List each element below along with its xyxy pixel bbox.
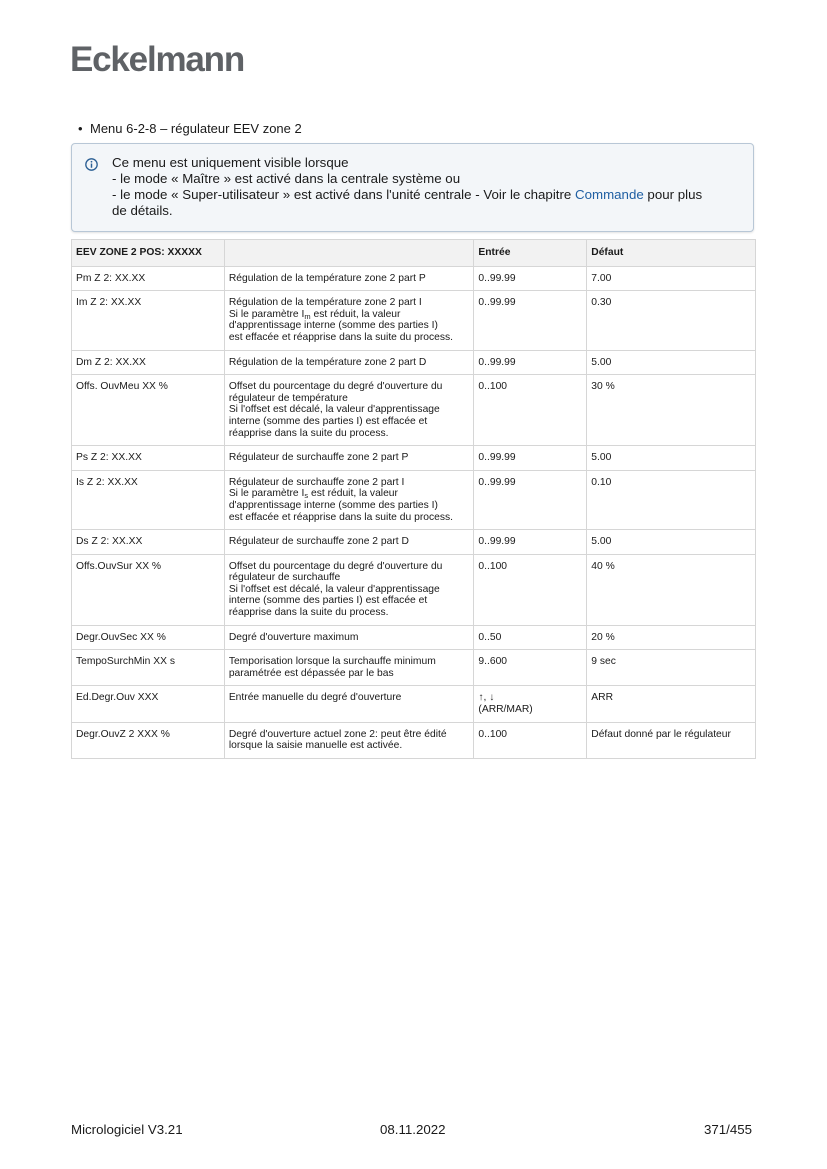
description-line: est effacée et réapprise dans la suite du process. (228, 511, 454, 523)
commande-link[interactable]: Commande (575, 187, 644, 202)
description-line: paramétrée est dépassée par le bas (228, 667, 394, 679)
entry-cell (474, 375, 587, 446)
param-cell: Pm Z 2: XX.XX (72, 266, 225, 291)
entry-line: 0..99.99 (478, 356, 516, 368)
entry-line: 0..99.99 (478, 476, 516, 488)
entry-cell (474, 650, 587, 686)
description-cell (224, 446, 474, 471)
default-cell: 9 sec (587, 650, 756, 686)
table-row (72, 530, 756, 555)
table-row (72, 446, 756, 471)
description-line: interne (somme des parties I) est effacée et (228, 415, 428, 427)
description-line: Offset du pourcentage du degré d'ouverture du (228, 381, 443, 393)
description-line: Régulateur de surchauffe zone 2 part D (228, 536, 409, 548)
param-cell: Offs.OuvSur XX % (72, 554, 225, 625)
param-cell: Degr.OuvZ 2 XXX % (72, 722, 225, 758)
description-cell (224, 650, 474, 686)
description-line: d'apprentissage interne (somme des parties I) (228, 499, 438, 511)
table-row (72, 686, 756, 722)
description-line: Régulation de la température zone 2 part I (228, 297, 422, 309)
description-line: Régulateur de surchauffe zone 2 part P (228, 452, 409, 464)
entry-line: 0..99.99 (478, 272, 516, 284)
param-cell: Ed.Degr.Ouv XXX (72, 686, 225, 722)
description-text: est réduit, la valeur (310, 308, 401, 320)
description-cell (224, 291, 474, 350)
bullet-dot: • (78, 121, 83, 136)
default-cell: 0.10 (587, 470, 756, 529)
description-line: régulateur de surchauffe (228, 572, 341, 584)
description-cell (224, 375, 474, 446)
description-line: est effacée et réapprise dans la suite du process. (228, 331, 454, 343)
description-line (229, 488, 470, 500)
description-cell (224, 266, 474, 291)
table-row (72, 625, 756, 650)
description-line: Régulation de la température zone 2 part P (228, 272, 426, 284)
entry-cell (474, 446, 587, 471)
brand-logo: Eckelmann (70, 40, 245, 79)
description-line: d'apprentissage interne (somme des parties I) (228, 320, 438, 332)
description-cell (224, 530, 474, 555)
param-cell: Degr.OuvSec XX % (72, 625, 225, 650)
table-row (72, 350, 756, 375)
description-text: Si le paramètre I (228, 308, 305, 320)
entry-cell (474, 722, 587, 758)
param-cell: TempoSurchMin XX s (72, 650, 225, 686)
footer-page-number: 371/455 (704, 1122, 753, 1137)
description-text: Si le paramètre I (228, 488, 305, 500)
description-line: régulateur de température (228, 392, 348, 404)
default-cell: 40 % (587, 554, 756, 625)
header-description (224, 240, 474, 267)
entry-line: 0..99.99 (478, 536, 516, 548)
description-cell (224, 350, 474, 375)
description-line: Si l'offset est décalé, la valeur d'apprentissage (228, 404, 440, 416)
footer-date: 08.11.2022 (380, 1122, 446, 1137)
param-cell: Ds Z 2: XX.XX (72, 530, 225, 555)
table-row (72, 266, 756, 291)
default-cell: 30 % (587, 375, 756, 446)
entry-cell (474, 266, 587, 291)
entry-line: 0..99.99 (478, 452, 516, 464)
entry-line: 0..100 (478, 728, 508, 740)
parameter-subscript: m (304, 311, 311, 321)
description-cell (224, 686, 474, 722)
default-cell: 5.00 (587, 350, 756, 375)
table-row (72, 291, 756, 350)
parameter-subscript: s (304, 491, 309, 501)
default-cell: 5.00 (587, 446, 756, 471)
description-line: réapprise dans la suite du process. (228, 427, 389, 439)
entry-cell (474, 291, 587, 350)
description-line: lorsque la saisie manuelle est activée. (228, 740, 403, 752)
entry-cell (474, 625, 587, 650)
table-row (72, 650, 756, 686)
info-line-3 (112, 187, 735, 203)
entry-line: 9..600 (478, 656, 508, 668)
param-cell: Is Z 2: XX.XX (72, 470, 225, 529)
info-line-3-tail: pour plus (643, 187, 703, 202)
default-cell: 7.00 (587, 266, 756, 291)
description-line: Offset du pourcentage du degré d'ouverture du (228, 560, 443, 572)
description-line: Temporisation lorsque la surchauffe minimum (228, 656, 436, 668)
menu-bullet (78, 121, 302, 136)
default-cell: 0.30 (587, 291, 756, 350)
entry-line: ↑, ↓ (478, 692, 495, 704)
description-line: interne (somme des parties I) est effacée et (228, 595, 428, 607)
entry-cell (474, 686, 587, 722)
info-line-2: - le mode « Maître » est activé dans la centrale système ou (112, 171, 461, 186)
description-cell (224, 554, 474, 625)
entry-line: (ARR/MAR) (478, 704, 533, 716)
table-row (72, 554, 756, 625)
header-default: Défaut (587, 240, 756, 267)
description-cell (224, 722, 474, 758)
table-row (72, 375, 756, 446)
description-line: réapprise dans la suite du process. (228, 607, 389, 619)
description-line (229, 309, 470, 321)
param-cell: Ps Z 2: XX.XX (72, 446, 225, 471)
info-box (71, 143, 754, 232)
table-header-row (72, 240, 756, 267)
description-line: Régulateur de surchauffe zone 2 part I (228, 476, 405, 488)
entry-line: 0..50 (478, 631, 502, 643)
entry-line: 0..100 (478, 560, 508, 572)
footer-version: Micrologiciel V3.21 (71, 1122, 183, 1137)
entry-cell (474, 470, 587, 529)
default-cell: 5.00 (587, 530, 756, 555)
description-cell (224, 470, 474, 529)
table-row (72, 722, 756, 758)
param-cell: Offs. OuvMeu XX % (72, 375, 225, 446)
entry-line: 0..99.99 (478, 297, 516, 309)
description-line: Si l'offset est décalé, la valeur d'apprentissage (228, 583, 440, 595)
description-line: Degré d'ouverture actuel zone 2: peut être édité (228, 728, 447, 740)
info-line-4: de détails. (112, 203, 173, 218)
info-line-3-text: - le mode « Super-utilisateur » est activé dans l'unité centrale - Voir le chapitre (112, 187, 575, 202)
header-param: EEV ZONE 2 POS: XXXXX (72, 240, 225, 267)
default-cell: Défaut donné par le régulateur (587, 722, 756, 758)
header-entry: Entrée (474, 240, 587, 267)
entry-cell (474, 530, 587, 555)
parameter-table (71, 239, 756, 759)
menu-bullet-text: Menu 6-2-8 – régulateur EEV zone 2 (90, 121, 302, 136)
description-cell (224, 625, 474, 650)
description-text: est réduit, la valeur (308, 488, 398, 500)
entry-line: 0..100 (478, 381, 508, 393)
description-line: Entrée manuelle du degré d'ouverture (228, 692, 402, 704)
table-body (72, 266, 756, 758)
entry-cell (474, 554, 587, 625)
default-cell: 20 % (587, 625, 756, 650)
entry-cell (474, 350, 587, 375)
param-cell: Dm Z 2: XX.XX (72, 350, 225, 375)
default-cell: ARR (587, 686, 756, 722)
description-line: Degré d'ouverture maximum (228, 631, 359, 643)
param-cell: Im Z 2: XX.XX (72, 291, 225, 350)
info-line-1: Ce menu est uniquement visible lorsque (112, 155, 349, 170)
table-row (72, 470, 756, 529)
info-circle-icon (85, 158, 98, 171)
description-line: Régulation de la température zone 2 part D (228, 356, 427, 368)
